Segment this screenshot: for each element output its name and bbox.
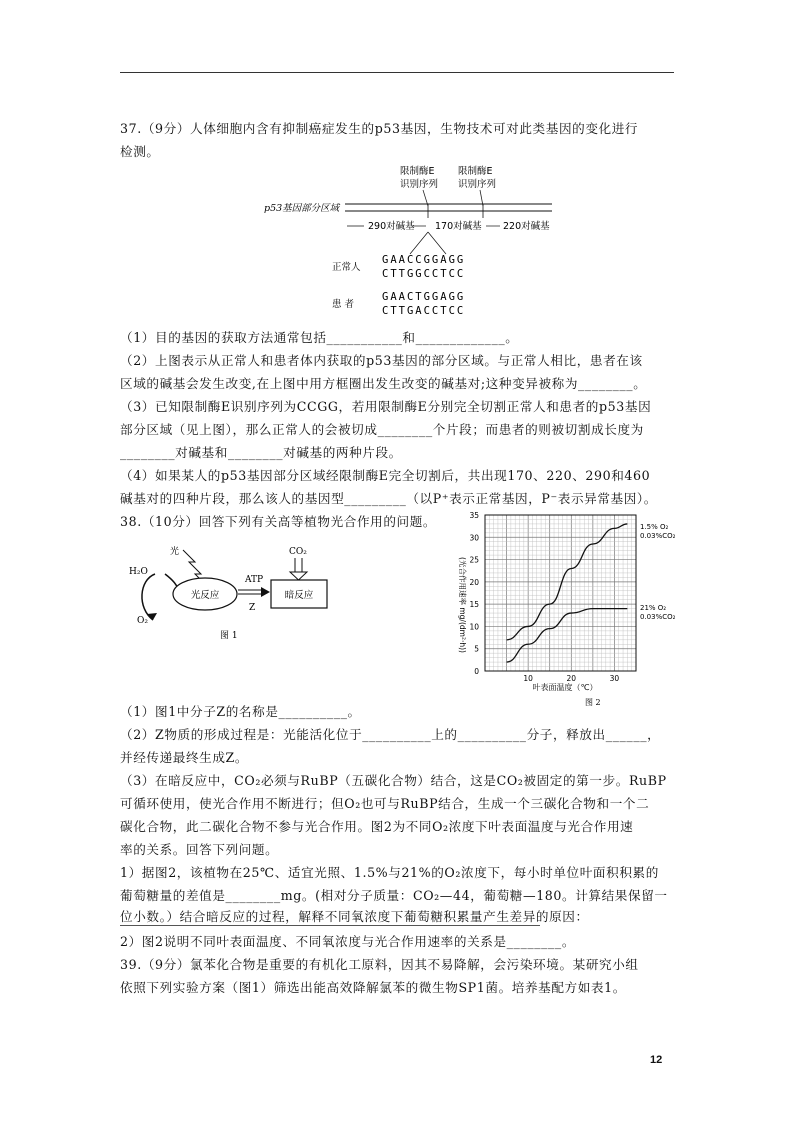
segment-290: 290对碱基 bbox=[368, 221, 415, 232]
q37-part4-b: 碱基对的四种片段，那么该人的基因型_________（以P⁺表示正常基因，P⁻表示异常基因）。 bbox=[120, 491, 658, 506]
q38-part2-a: （2）Z物质的形成过程是：光能活化位于__________上的__________分子，释放出______， bbox=[120, 727, 661, 742]
chart-xlabel: 叶表面温度（℃） bbox=[532, 683, 598, 692]
q37-part3-b: 部分区域（见上图），那么正常人的会被切成________个片段；而患者的则被切割成长度为 bbox=[120, 422, 644, 437]
y-tick-label: 15 bbox=[469, 600, 479, 610]
q38-part3-c: 碳化合物，此二碳化合物不参与光合作用。图2为不同O₂浓度下叶表面温度与光合作用速 bbox=[120, 819, 634, 834]
q37-part1: （1）目的基因的获取方法通常包括___________和_____________。 bbox=[120, 330, 519, 345]
enzyme-label-1b: 识别序列 bbox=[400, 179, 439, 190]
series2-label-b: 0.03%CO₂ bbox=[640, 613, 676, 621]
q38-part2-b: 并经传递最终生成Z。 bbox=[120, 750, 249, 765]
series2-label-a: 21% O₂ bbox=[640, 604, 667, 612]
fig1-caption: 图 1 bbox=[220, 631, 238, 641]
q37-part4-a: （4）如果某人的p53基因部分区域经限制酶E完全切割后，共出现170、220、290和460 bbox=[120, 468, 651, 483]
q37-part2-b: 区域的碱基会发生改变,在上图中用方框圈出发生改变的碱基对;这种变异被称为________。 bbox=[120, 376, 647, 391]
segment-170: 170对碱基 bbox=[435, 221, 482, 232]
figure-1-diagram bbox=[125, 540, 355, 650]
y-tick-label: 35 bbox=[469, 511, 479, 520]
segment-220: 220对碱基 bbox=[503, 221, 550, 232]
normal-seq-bottom: CTTGGCCTCC bbox=[382, 268, 466, 280]
h2o-label: H₂O bbox=[129, 567, 148, 577]
series1-label-b: 0.03%CO₂ bbox=[640, 532, 676, 540]
co2-label: CO₂ bbox=[289, 547, 307, 557]
q38-sub1-a: 1）据图2，该植物在25℃、适宜光照、1.5%与21%的O₂浓度下，每小时单位叶面积积累的 bbox=[120, 865, 659, 880]
y-tick-label: 25 bbox=[469, 555, 479, 565]
region-label: p53基因部分区域 bbox=[264, 203, 340, 214]
figure-2-chart bbox=[440, 505, 680, 710]
q37-intro-2: 检测。 bbox=[120, 144, 160, 159]
q38-sub1-b: 葡萄糖量的差值是________mg。(相对分子质量：CO₂—44，葡萄糖—180。计算结果保留一 bbox=[120, 888, 668, 903]
atp-label: ATP bbox=[245, 575, 264, 585]
q37-part3-a: （3）已知限制酶E识别序列为CCGG，若用限制酶E分别完全切割正常人和患者的p53基因 bbox=[120, 399, 652, 414]
answer-line bbox=[120, 925, 540, 926]
y-tick-label: 20 bbox=[469, 577, 479, 587]
normal-seq-top: GAACCGGAGG bbox=[382, 254, 466, 266]
q39-line-b: 依照下列实验方案（图1）筛选出能高效降解氯苯的微生物SP1菌。培养基配方如表1。 bbox=[120, 980, 626, 995]
enzyme-label-1a: 限制酶E bbox=[400, 166, 435, 177]
q38-sub2: 2）图2说明不同叶表面温度、不同氧浓度与光合作用速率的关系是________。 bbox=[120, 934, 576, 949]
patient-label: 患 者 bbox=[332, 299, 355, 310]
x-tick-label: 30 bbox=[609, 674, 620, 683]
enzyme-label-2a: 限制酶E bbox=[458, 166, 493, 177]
x-tick-label: 10 bbox=[523, 674, 533, 683]
y-tick-label: 30 bbox=[469, 533, 479, 543]
z-label: Z bbox=[249, 603, 256, 613]
y-tick-label: 10 bbox=[469, 622, 479, 632]
enzyme-label-2b: 识别序列 bbox=[458, 179, 497, 190]
q38-part3-b: 可循环使用，使光合作用不断进行；但O₂也可与RuBP结合，生成一个三碳化合物和一个二 bbox=[120, 796, 650, 811]
patient-seq-top: GAACTGGAGG bbox=[382, 291, 466, 303]
plot-frame bbox=[485, 515, 636, 671]
p53-gene-diagram bbox=[250, 162, 570, 322]
patient-seq-bottom: CTTGACCTCC bbox=[382, 305, 466, 317]
dark-reaction-label: 暗反应 bbox=[284, 590, 314, 601]
q37-part3-c: ________对碱基和________对碱基的两种片段。 bbox=[120, 445, 402, 460]
x-tick-label: 20 bbox=[566, 674, 577, 683]
light-reaction-label: 光反应 bbox=[190, 590, 220, 601]
light-label: 光 bbox=[170, 547, 180, 557]
o2-label: O₂ bbox=[137, 616, 148, 626]
y-tick-label: 0 bbox=[474, 667, 479, 676]
q37-intro-1: 37.（9分）人体细胞内含有抑制癌症发生的p53基因，生物技术可对此类基因的变化进行 bbox=[120, 121, 639, 136]
fig2-caption: 图 2 bbox=[585, 698, 601, 707]
q39-line-a: 39.（9分）氯苯化合物是重要的有机化工原料，因其不易降解，会污染环境。某研究小组 bbox=[120, 957, 639, 972]
y-tick-label: 5 bbox=[474, 644, 479, 654]
q38-part1: （1）图1中分子Z的名称是__________。 bbox=[120, 704, 361, 719]
q38-part3-d: 率的关系。回答下列问题。 bbox=[120, 842, 279, 857]
q38-sub1-c: 位小数。）结合暗反应的过程，解释不同氧浓度下葡萄糖积累量产生差异的原因： bbox=[120, 909, 589, 924]
series1-label-a: 1.5% O₂ bbox=[640, 523, 669, 531]
chart-ylabel: (光合作用速率 mg/(dm²·h)) bbox=[458, 557, 467, 653]
page-number: 12 bbox=[650, 1054, 663, 1066]
normal-label: 正常人 bbox=[332, 262, 361, 273]
q37-part2-a: （2）上图表示从正常人和患者体内获取的p53基因的部分区域。与正常人相比，患者在该 bbox=[120, 353, 643, 368]
header-rule bbox=[120, 72, 674, 73]
q38-part3-a: （3）在暗反应中，CO₂必须与RuBP（五碳化合物）结合，这是CO₂被固定的第一步。RuBP bbox=[120, 773, 667, 788]
q38-intro: 38.（10分）回答下列有关高等植物光合作用的问题。 bbox=[120, 514, 437, 529]
